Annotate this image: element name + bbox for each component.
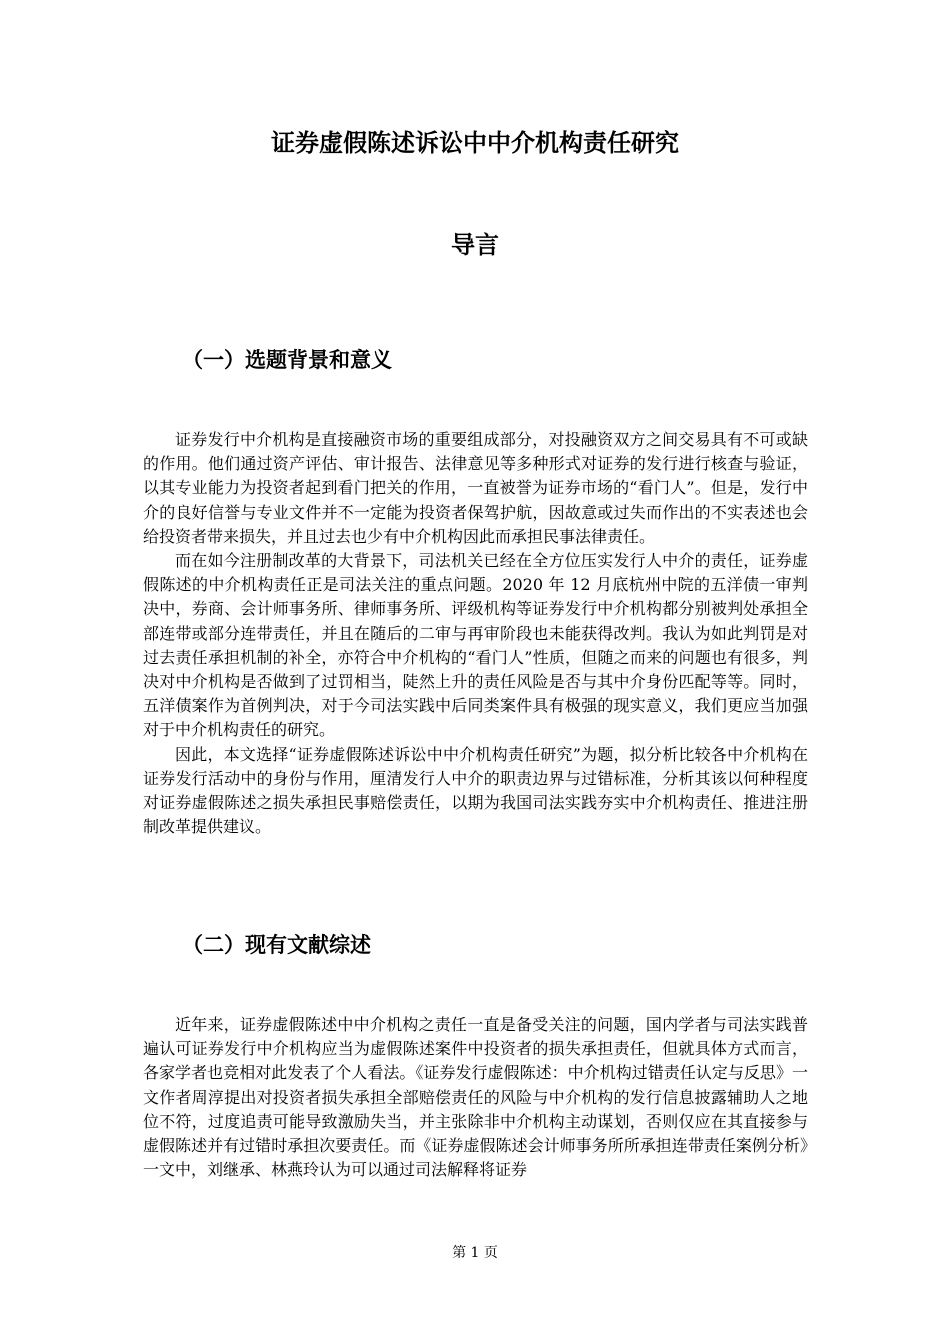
section-body-background <box>143 428 808 839</box>
paragraph: 证券发行中介机构是直接融资市场的重要组成部分，对投融资双方之间交易具有不可或缺的作用。他们通过资产评估、审计报告、法律意见等多种形式对证券的发行进行核查与验证，以其专业能力为投资者起到看门把关的作用，一直被誉为证券市场的“看门人”。但是，发行中介的良好信誉与专业文件并不一定能为投资者保驾护航，因故意或过失而作出的不实表述也会给投资者带来损失，并且过去也少有中介机构因此而承担民事法律责任。 <box>143 430 808 546</box>
section-body-literature <box>143 1013 808 1182</box>
intro-heading: 导言 <box>451 231 499 259</box>
paragraph: 而在如今注册制改革的大背景下，司法机关已经在全方位压实发行人中介的责任，证券虚假陈述的中介机构责任正是司法关注的重点问题。2020 年 12 月底杭州中院的五洋债一审判决中，券商、会计师事务所、律师事务所、评级机构等证券发行中介机构都分别被判处承担全部连带或部分连带责任，并且在随后的二审与再审阶段也未能获得改判。我认为如此判罚是对过去责任承担机制的补全，亦符合中介机构的“看门人”性质，但随之而来的问题也有很多，判决对中介机构是否做到了过罚相当，陡然上升的责任风险是否与其中介身份匹配等等。同时，五洋债案作为首例判决，对于今司法实践中后同类案件具有极强的现实意义，我们更应当加强对于中介机构责任的研究。 <box>143 551 808 740</box>
section-heading-literature: （二）现有文献综述 <box>182 933 371 957</box>
page-number: 第 1 页 <box>452 1245 498 1261</box>
document-title: 证券虚假陈述诉讼中中介机构责任研究 <box>271 129 679 157</box>
paragraph: 近年来，证券虚假陈述中中介机构之责任一直是备受关注的问题，国内学者与司法实践普遍认可证券发行中介机构应当为虚假陈述案件中投资者的损失承担责任，但就具体方式而言，各家学者也竞相对此发表了个人看法。《证券发行虚假陈述：中介机构过错责任认定与反思》一文作者周淳提出对投资者损失承担全部赔偿责任的风险与中介机构的发行信息披露辅助人之地位不符，过度追责可能导致激励失当，并主张除非中介机构主动谋划，否则仅应在其直接参与虚假陈述并有过错时承担次要责任。而《证券虚假陈述会计师事务所所承担连带责任案例分析》一文中，刘继承、林燕玲认为可以通过司法解释将证券 <box>143 1015 808 1180</box>
paragraph: 因此，本文选择“证券虚假陈述诉讼中中介机构责任研究”为题，拟分析比较各中介机构在证券发行活动中的身份与作用，厘清发行人中介的职责边界与过错标准，分析其该以何种程度对证券虚假陈述之损失承担民事赔偿责任，以期为我国司法实践夯实中介机构责任、推进注册制改革提供建议。 <box>143 744 808 837</box>
section-heading-background: （一）选题背景和意义 <box>182 348 392 372</box>
